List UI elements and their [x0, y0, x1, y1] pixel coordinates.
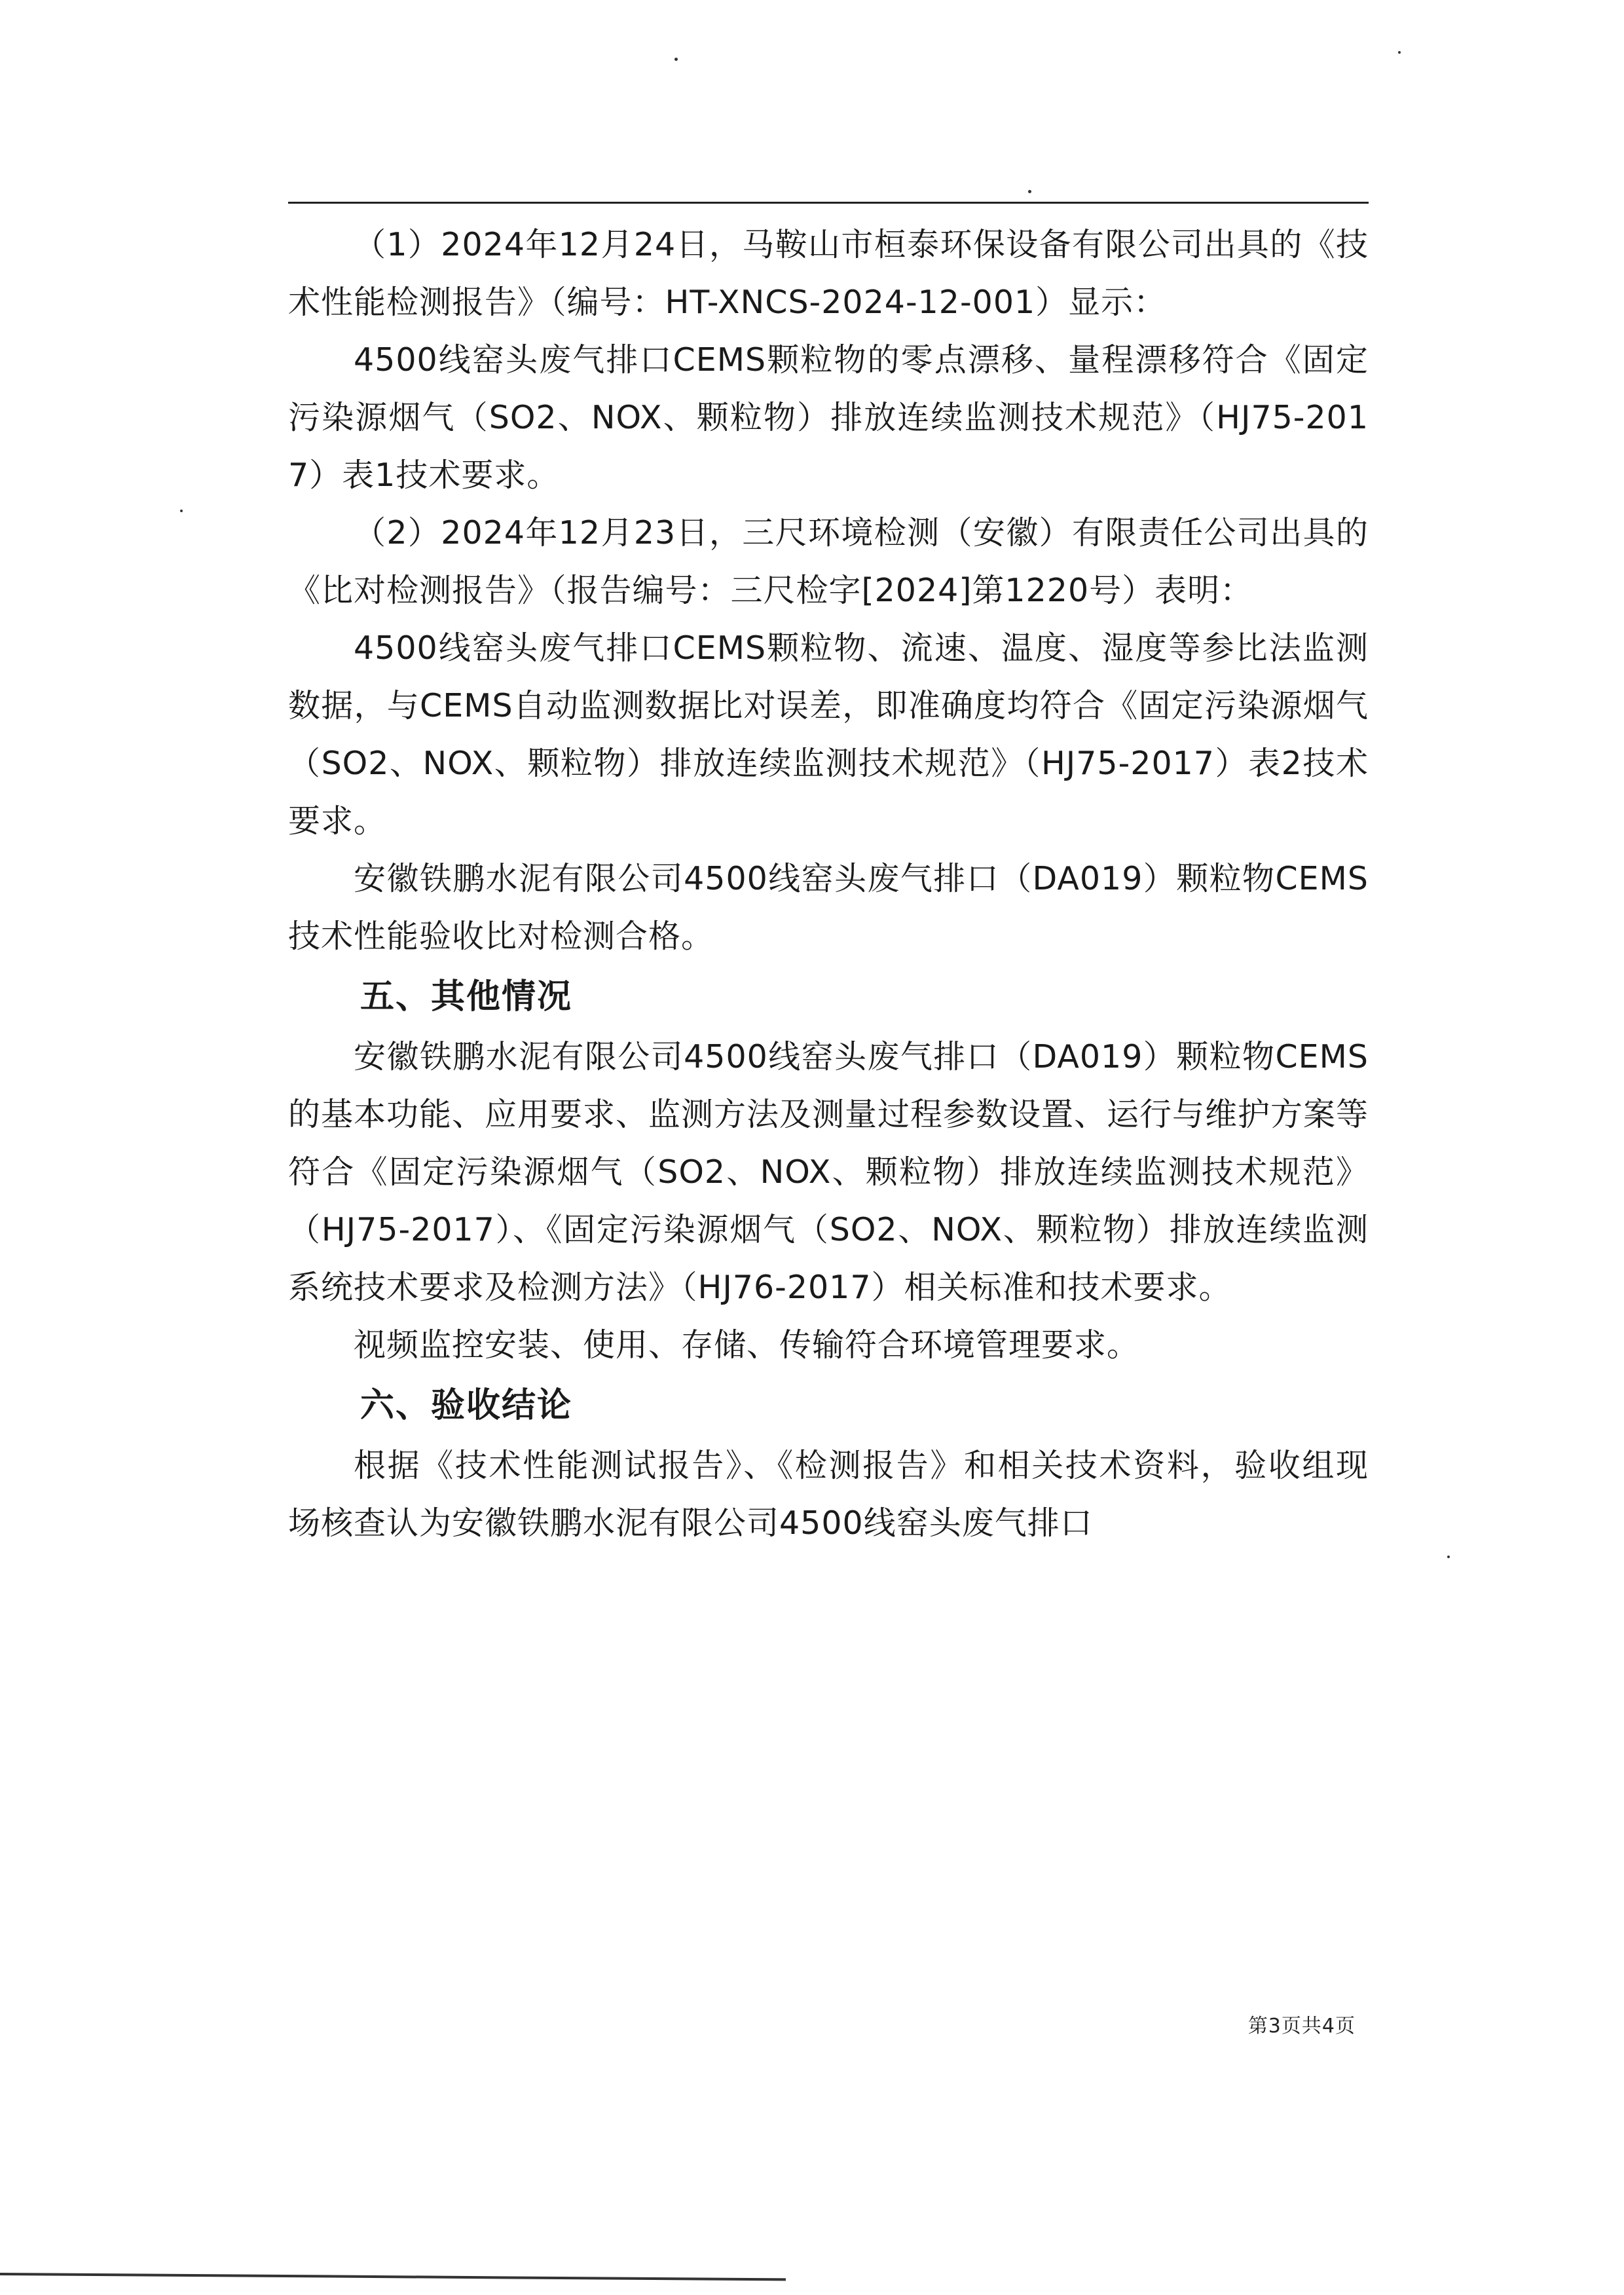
- scan-speck: [1398, 51, 1401, 54]
- scan-speck: [674, 58, 678, 61]
- header-rule: [288, 202, 1369, 204]
- scan-speck: [180, 510, 183, 512]
- paragraph-report-2-result: 4500线窑头废气排口CEMS颗粒物、流速、温度、湿度等参比法监测数据，与CEMS自动监测数据比对误差，即准确度均符合《固定污染源烟气（SO2、NOX、颗粒物）排放连续监测技术规范》（HJ75-2017）表2技术要求。: [288, 629, 1369, 840]
- section-heading-conclusion: 六、验收结论: [360, 1386, 573, 1425]
- paragraph-report-1-intro: （1）2024年12月24日，马鞍山市桓泰环保设备有限公司出具的《技术性能检测报告》（编号：HT-XNCS-2024-12-001）显示：: [288, 226, 1369, 321]
- scan-speck: [1028, 190, 1031, 193]
- scan-bottom-edge: [0, 2273, 786, 2281]
- paragraph-video-monitoring: 视频监控安装、使用、存储、传输符合环境管理要求。: [354, 1326, 1140, 1364]
- section-heading-other: 五、其他情况: [360, 977, 573, 1017]
- paragraph-acceptance-pass: 安徽铁鹏水泥有限公司4500线窑头废气排口（DA019）颗粒物CEMS技术性能验收比对检测合格。: [288, 860, 1369, 955]
- page-number: 第3页共4页: [1247, 2015, 1356, 2038]
- paragraph-conclusion: 根据《技术性能测试报告》、《检测报告》和相关技术资料，验收组现场核查认为安徽铁鹏水泥有限公司4500线窑头废气排口: [288, 1447, 1369, 1542]
- document-body: [288, 216, 1369, 1552]
- paragraph-other-compliance: 安徽铁鹏水泥有限公司4500线窑头废气排口（DA019）颗粒物CEMS的基本功能、应用要求、监测方法及测量过程参数设置、运行与维护方案等符合《固定污染源烟气（SO2、NOX、颗粒物）排放连续监测技术规范》（HJ75-2017）、《固定污染源烟气（SO2、NOX、颗粒物）排放连续监测系统技术要求及检测方法》（HJ76-2017）相关标准和技术要求。: [288, 1038, 1369, 1306]
- scan-speck: [1447, 1556, 1450, 1558]
- paragraph-report-1-result: 4500线窑头废气排口CEMS颗粒物的零点漂移、量程漂移符合《固定污染源烟气（SO2、NOX、颗粒物）排放连续监测技术规范》（HJ75-2017）表1技术要求。: [288, 341, 1369, 494]
- paragraph-report-2-intro: （2）2024年12月23日，三尺环境检测（安徽）有限责任公司出具的《比对检测报告》（报告编号：三尺检字[2024]第1220号）表明：: [288, 514, 1369, 609]
